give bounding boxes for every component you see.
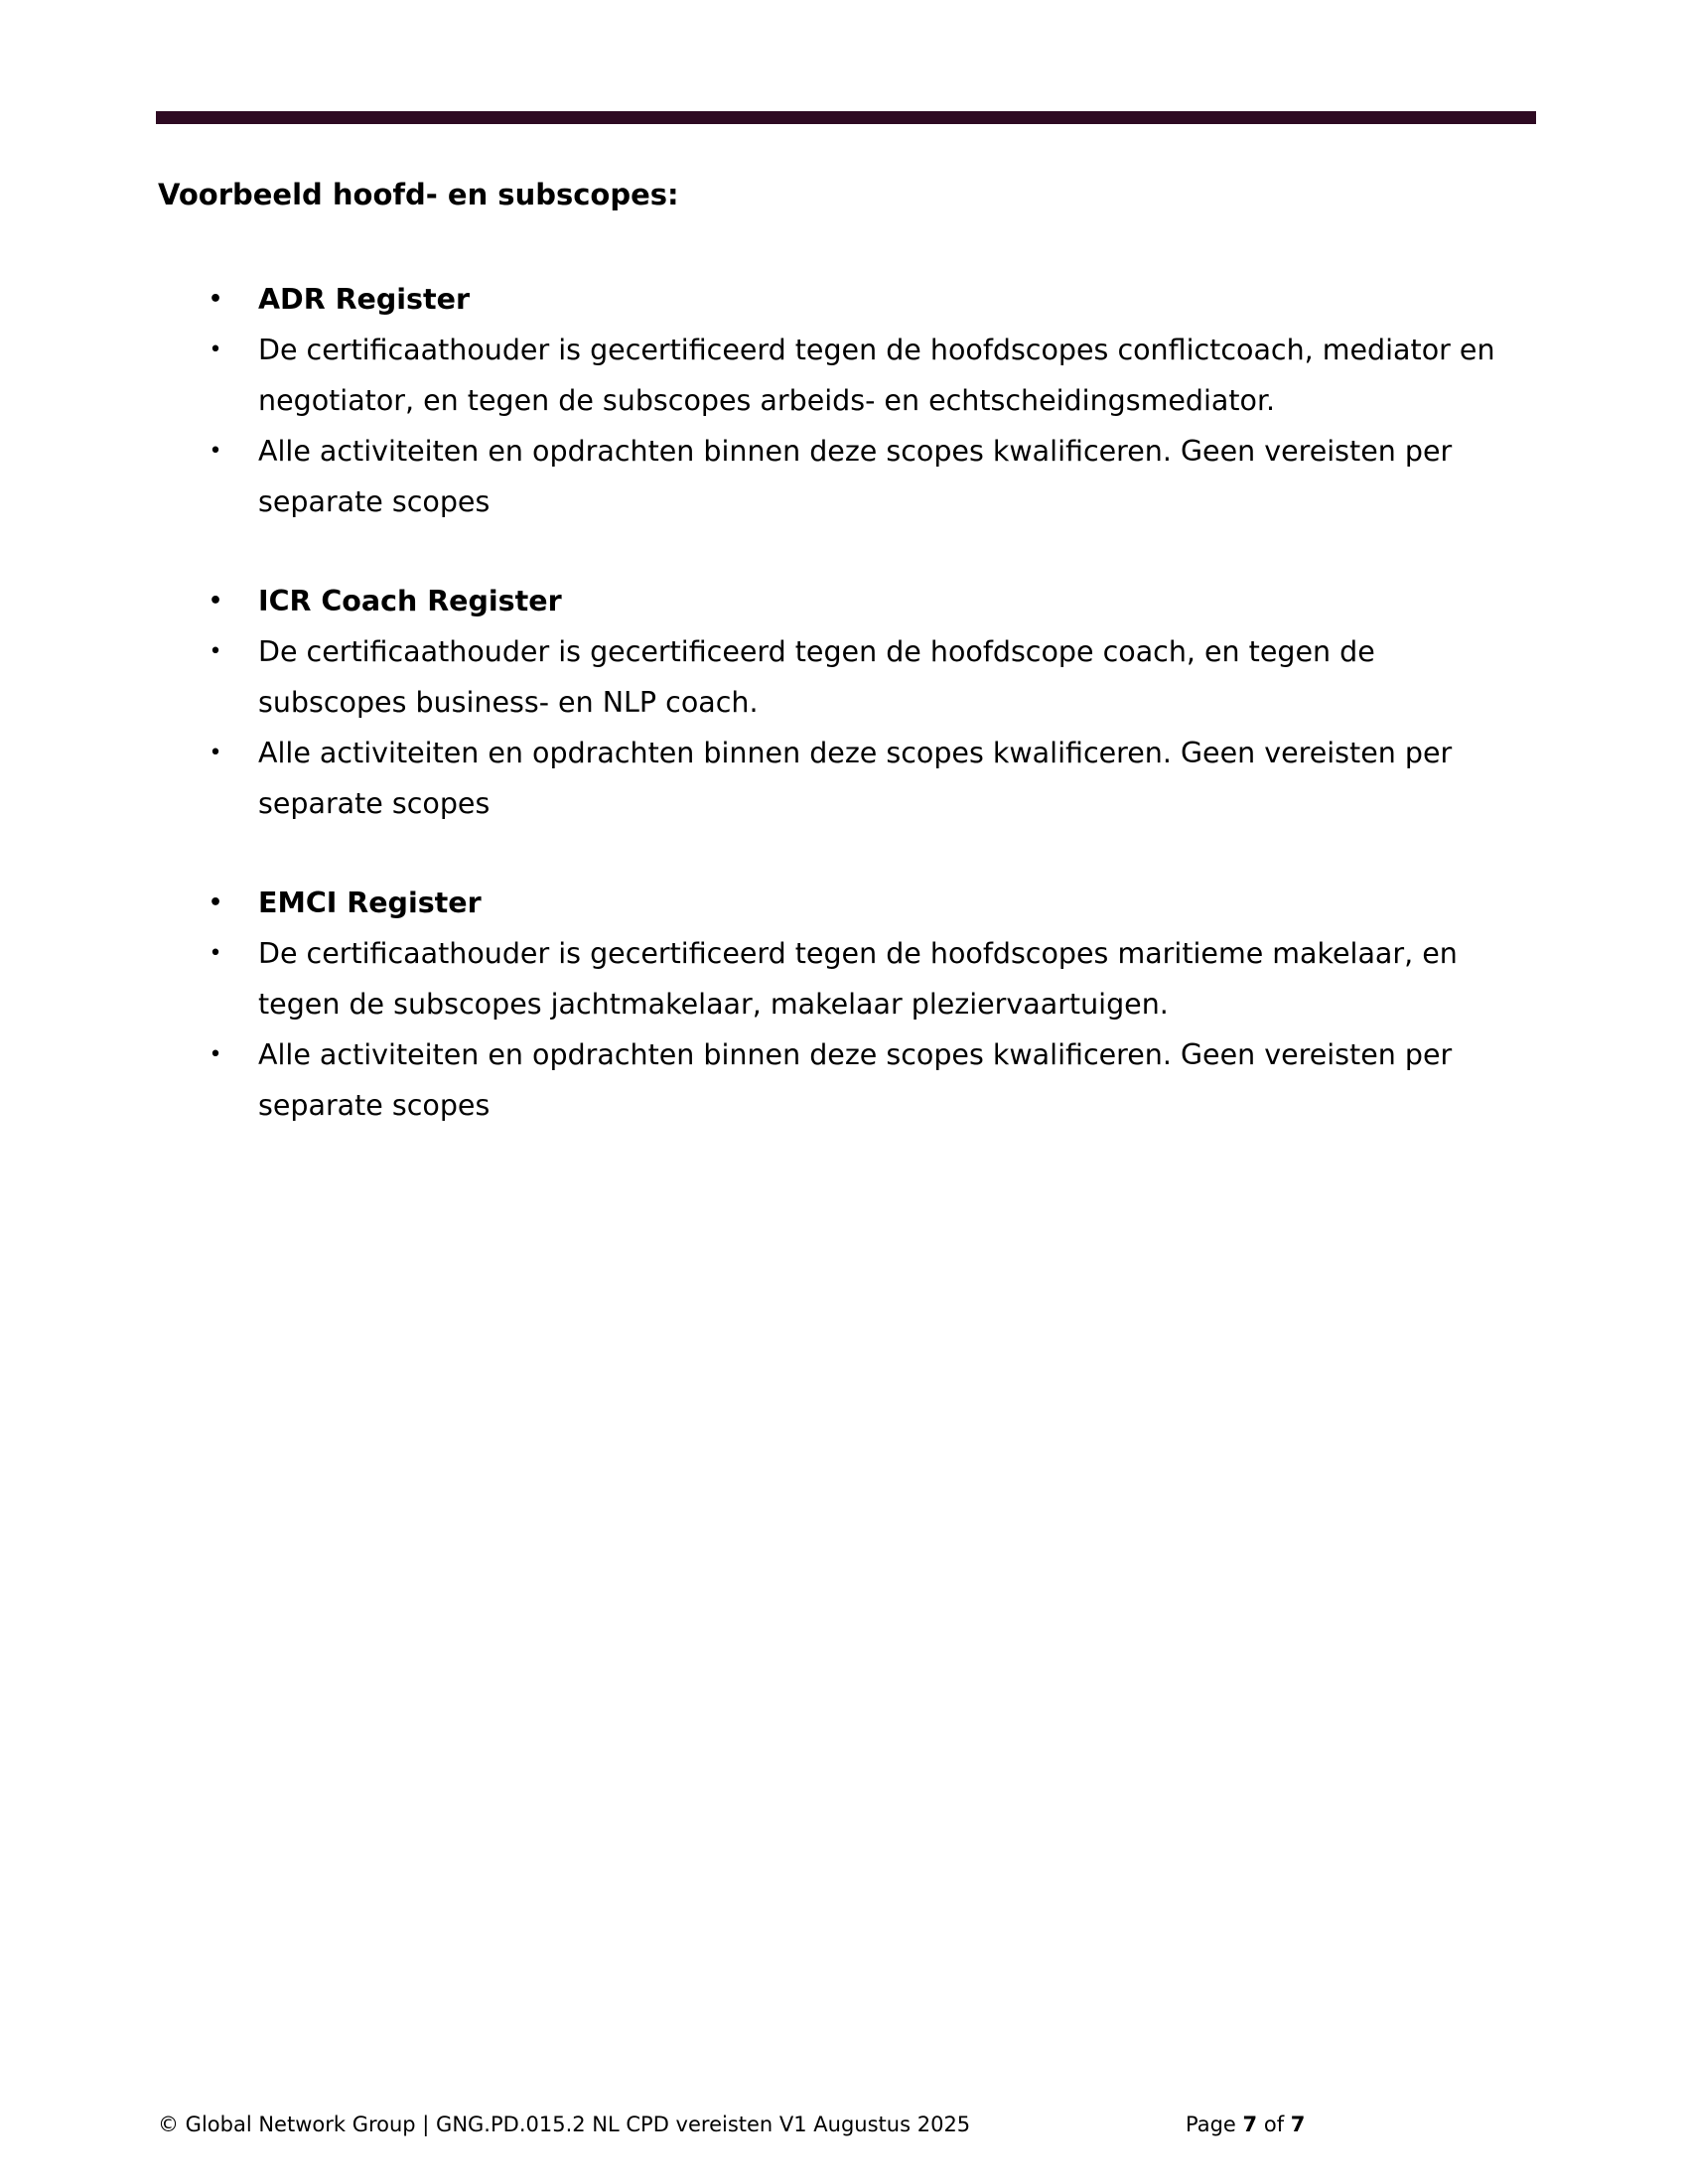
page-total: 7 xyxy=(1290,2113,1306,2136)
section-title: ICR Coach Register xyxy=(258,585,562,617)
list-item xyxy=(208,1029,1528,1131)
list-item xyxy=(208,928,1528,1029)
section-adr xyxy=(208,274,1528,527)
list-item xyxy=(208,426,1528,527)
page-number xyxy=(1186,2111,1305,2138)
footer-text: © Global Network Group | GNG.PD.015.2 NL CPD vereisten V1 Augustus 2025 xyxy=(158,2113,971,2136)
list-item-text: Alle activiteiten en opdrachten binnen deze scopes kwalificeren. Geen vereisten per separate scopes xyxy=(258,737,1453,820)
header-rule xyxy=(156,111,1536,124)
bullet-icon: • xyxy=(209,941,222,966)
bullet-icon: • xyxy=(209,439,222,464)
bullet-icon: • xyxy=(208,287,223,312)
section-emci xyxy=(208,878,1528,1131)
bullet-icon: • xyxy=(208,589,223,614)
section-icr xyxy=(208,576,1528,829)
list-item xyxy=(208,576,1528,626)
page-current: 7 xyxy=(1242,2113,1258,2136)
page-heading: Voorbeeld hoofd- en subscopes: xyxy=(158,178,679,211)
section-title: ADR Register xyxy=(258,283,470,316)
list-item-text: Alle activiteiten en opdrachten binnen deze scopes kwalificeren. Geen vereisten per separate scopes xyxy=(258,1038,1453,1122)
list-item xyxy=(208,325,1528,426)
list-item xyxy=(208,626,1528,728)
list-item xyxy=(208,878,1528,928)
list-item-text: De certificaathouder is gecertificeerd tegen de hoofdscope coach, en tegen de subscopes business- en NLP coach. xyxy=(258,635,1375,719)
bullet-icon: • xyxy=(209,1042,222,1067)
bullet-icon: • xyxy=(209,338,222,362)
bullet-icon: • xyxy=(209,639,222,664)
list-item-text: De certificaathouder is gecertificeerd tegen de hoofdscopes conflictcoach, mediator en negotiator, en tegen de subscopes arbeids- en echtscheidingsmediator. xyxy=(258,334,1495,417)
list-item xyxy=(208,274,1528,325)
list-item-text: De certificaathouder is gecertificeerd tegen de hoofdscopes maritieme makelaar, en tegen de subscopes jachtmakelaar, makelaar pleziervaartuigen. xyxy=(258,937,1458,1021)
bullet-icon: • xyxy=(209,741,222,765)
section-title: EMCI Register xyxy=(258,887,482,919)
list-item-text: Alle activiteiten en opdrachten binnen deze scopes kwalificeren. Geen vereisten per separate scopes xyxy=(258,435,1453,518)
list-item xyxy=(208,728,1528,829)
bullet-icon: • xyxy=(208,890,223,915)
page-label: Page xyxy=(1186,2113,1236,2136)
page-of: of xyxy=(1263,2113,1285,2136)
